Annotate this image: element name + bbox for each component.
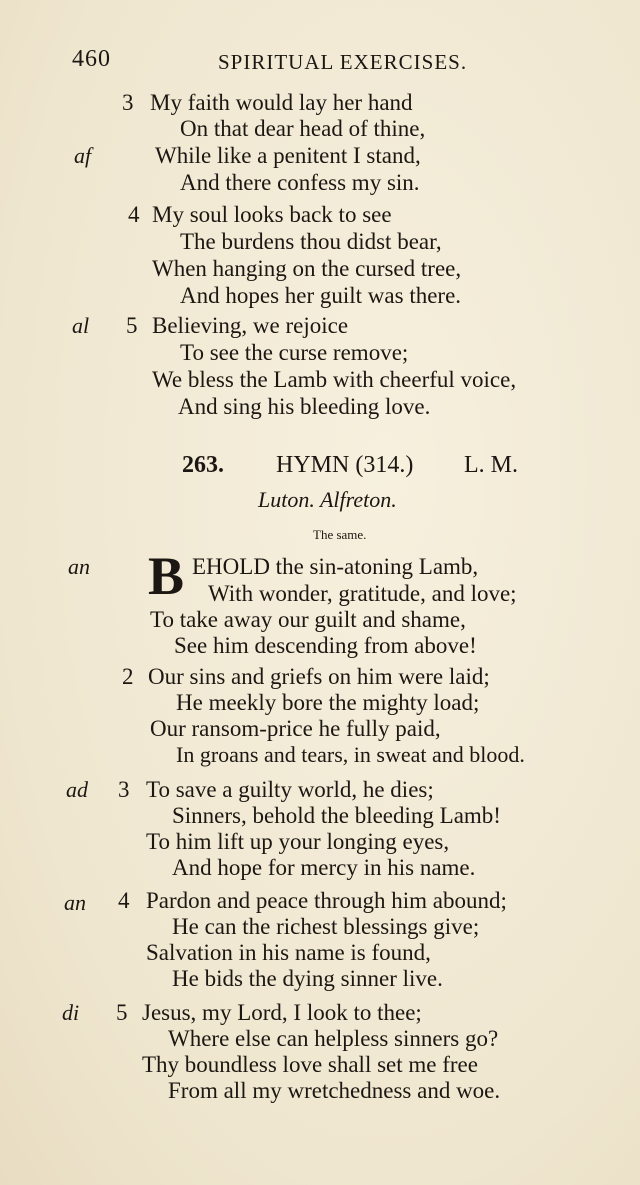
tune-names: Luton. Alfreton. [258, 487, 397, 512]
stanza-number: 5 [126, 313, 138, 338]
verse-line: And sing his bleeding love. [178, 394, 431, 419]
verse-line: When hanging on the cursed tree, [152, 256, 462, 281]
stanza-number: 5 [116, 1000, 128, 1025]
hymn-subject: The same. [313, 527, 367, 542]
verse-line: Pardon and peace through him abound; [146, 888, 507, 913]
stanza-number: 4 [128, 202, 140, 227]
hymn-number: 263. [182, 452, 224, 478]
verse-line: He bids the dying sinner live. [172, 966, 443, 991]
margin-mark: an [68, 554, 90, 579]
verse-line: To see the curse remove; [180, 340, 409, 365]
margin-mark: af [74, 143, 92, 168]
verse-line: My faith would lay her hand [150, 90, 413, 115]
hymn-meter: L. M. [464, 452, 518, 478]
page-number: 460 [72, 46, 111, 72]
verse-line: To him lift up your longing eyes, [146, 829, 450, 854]
stanza-number: 3 [122, 90, 134, 115]
verse-line: In groans and tears, in sweat and blood. [176, 742, 525, 767]
verse-line: Thy boundless love shall set me free [142, 1052, 478, 1077]
verse-line: Sinners, behold the bleeding Lamb! [172, 803, 501, 828]
verse-line: From all my wretchedness and woe. [168, 1078, 501, 1103]
margin-mark: di [62, 1000, 80, 1025]
verse-line: Salvation in his name is found, [146, 940, 431, 965]
verse-line: Believing, we rejoice [152, 313, 349, 338]
verse-line: And hope for mercy in his name. [172, 855, 476, 880]
verse-line: See him descending from above! [174, 633, 477, 658]
verse-line: The burdens thou didst bear, [180, 229, 442, 254]
hymn-title: HYMN (314.) [276, 452, 414, 478]
running-title: SPIRITUAL EXERCISES. [218, 50, 468, 74]
verse-line: Where else can helpless sinners go? [168, 1026, 499, 1051]
verse-line: He can the richest blessings give; [172, 914, 480, 939]
stanza-number: 3 [118, 777, 130, 802]
verse-line: Our sins and griefs on him were laid; [148, 664, 490, 689]
verse-line: While like a penitent I stand, [155, 143, 421, 168]
margin-mark: al [72, 313, 90, 338]
verse-line: And there confess my sin. [180, 170, 420, 195]
verse-line: He meekly bore the mighty load; [176, 690, 480, 715]
stanza-number: 4 [118, 888, 130, 913]
margin-mark: an [64, 890, 86, 915]
stanza-number: 2 [122, 664, 134, 689]
verse-line: Jesus, my Lord, I look to thee; [142, 1000, 422, 1025]
verse-line: And hopes her guilt was there. [180, 283, 462, 308]
verse-line: To save a guilty world, he dies; [146, 777, 434, 802]
drop-cap: B [148, 546, 185, 606]
verse-line: EHOLD the sin-atoning Lamb, [192, 554, 479, 579]
verse-line: On that dear head of thine, [180, 116, 426, 141]
verse-line: With wonder, gratitude, and love; [208, 581, 517, 606]
verse-line: My soul looks back to see [152, 202, 392, 227]
verse-line: To take away our guilt and shame, [150, 607, 466, 632]
margin-mark: ad [66, 777, 88, 802]
verse-line: Our ransom-price he fully paid, [150, 716, 441, 741]
verse-line: We bless the Lamb with cheerful voice, [152, 367, 517, 392]
